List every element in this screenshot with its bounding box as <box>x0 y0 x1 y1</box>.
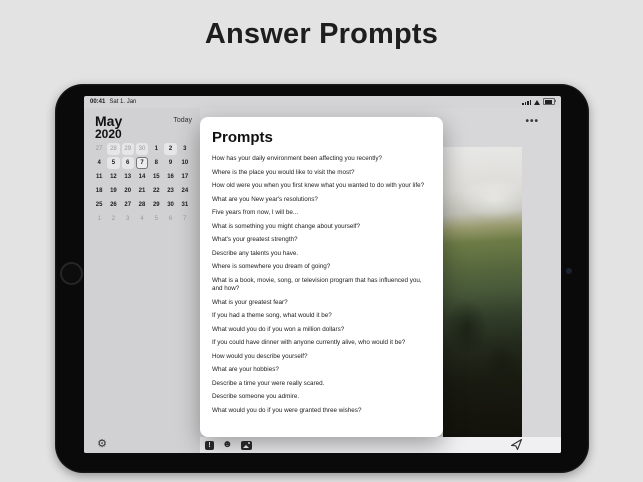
battery-icon <box>543 98 555 105</box>
calendar-day[interactable]: 29 <box>122 143 134 155</box>
prompt-item[interactable]: Where is the place you would like to visit the most? <box>212 168 355 176</box>
calendar-year: 2020 <box>95 127 122 141</box>
prompt-item[interactable]: Where is somewhere you dream of going? <box>212 263 331 270</box>
calendar-day[interactable]: 18 <box>95 188 103 194</box>
calendar-month: May <box>95 113 123 129</box>
calendar-day[interactable]: 31 <box>181 202 189 208</box>
calendar-day[interactable]: 2 <box>164 143 176 155</box>
calendar-day[interactable]: 8 <box>154 160 158 166</box>
status-date: Sat 1. Jan <box>109 99 137 105</box>
mood-icon[interactable]: ☻ <box>222 439 233 450</box>
calendar-day[interactable]: 28 <box>138 202 146 208</box>
prompt-item[interactable]: If you had a theme song, what would it be? <box>212 312 332 319</box>
calendar-day[interactable]: 24 <box>181 188 189 194</box>
calendar-day[interactable]: 26 <box>110 202 117 208</box>
camera-dot <box>566 268 572 274</box>
prompts-modal <box>200 117 443 437</box>
calendar-day[interactable]: 25 <box>95 202 103 208</box>
calendar-day[interactable]: 13 <box>124 174 132 180</box>
calendar-day[interactable]: 3 <box>126 216 130 222</box>
calendar-day[interactable]: 1 <box>97 216 101 222</box>
prompt-item[interactable]: Describe a time your were really scared. <box>212 379 325 387</box>
calendar-day[interactable]: 27 <box>95 146 103 152</box>
calendar-day[interactable]: 20 <box>124 188 132 194</box>
prompt-item[interactable]: How old were you when you first knew what you wanted to do with your life? <box>212 182 425 189</box>
wifi-icon <box>534 100 540 105</box>
prompt-item[interactable]: Describe someone you admire. <box>212 393 300 400</box>
calendar-day[interactable]: 6 <box>122 157 134 169</box>
calendar-day[interactable]: 9 <box>168 160 173 166</box>
calendar-grid <box>92 142 192 226</box>
calendar-day[interactable]: 22 <box>152 188 160 194</box>
calendar-day[interactable]: 19 <box>110 188 117 194</box>
calendar-day[interactable]: 30 <box>136 143 148 155</box>
calendar-day[interactable]: 16 <box>167 174 174 180</box>
calendar-day[interactable]: 2 <box>111 216 116 222</box>
calendar-day[interactable]: 10 <box>181 160 189 166</box>
prompt-item[interactable]: Describe any talents you have. <box>212 249 299 257</box>
prompt-item[interactable]: What is a book, movie, song, or television program that has influenced you, and how? <box>212 276 422 292</box>
calendar-day[interactable]: 14 <box>138 174 146 180</box>
calendar-day[interactable]: 12 <box>110 174 117 180</box>
calendar-day[interactable]: 4 <box>97 160 101 166</box>
prompt-item[interactable]: What are you New year's resolutions? <box>212 195 318 203</box>
ipad-screen <box>84 96 561 453</box>
status-time: 00:41 <box>90 99 106 105</box>
calendar-day[interactable]: 17 <box>181 174 189 180</box>
calendar-day[interactable]: 6 <box>168 216 173 222</box>
prompt-item[interactable]: What would you do if you won a million dollars? <box>212 325 345 333</box>
calendar-day[interactable]: 28 <box>107 143 119 155</box>
prompt-item[interactable]: Five years from now, I will be... <box>212 209 299 216</box>
calendar-sidebar <box>84 108 200 453</box>
calendar-day[interactable]: 1 <box>154 146 158 152</box>
prompt-item[interactable]: What is your greatest fear? <box>212 298 288 306</box>
prompt-item[interactable]: What's your greatest strength? <box>212 236 298 243</box>
page-title: Answer Prompts <box>204 18 439 50</box>
prompts-modal-title: Prompts <box>212 129 273 146</box>
prompt-item[interactable]: What is something you might change about yourself? <box>212 222 361 230</box>
calendar-day[interactable]: 7 <box>183 216 187 222</box>
home-button[interactable] <box>60 262 83 285</box>
calendar-day[interactable]: 30 <box>167 202 174 208</box>
prompt-item[interactable]: How has your daily environment been affecting you recently? <box>212 155 382 162</box>
prompts-list <box>212 155 431 415</box>
calendar-day[interactable]: 15 <box>152 174 160 180</box>
entry-toolbar <box>200 437 561 453</box>
calendar-day[interactable]: 5 <box>107 157 119 169</box>
calendar-day[interactable]: 5 <box>154 216 158 222</box>
calendar-day[interactable]: 29 <box>152 202 160 208</box>
calendar-day[interactable]: 3 <box>183 146 187 152</box>
prompt-item[interactable]: If you could have dinner with anyone currently alive, who would it be? <box>212 339 406 346</box>
calendar-day[interactable]: 4 <box>140 216 144 222</box>
status-left <box>90 99 136 105</box>
calendar-day[interactable]: 23 <box>167 188 174 194</box>
settings-icon[interactable]: ⚙ <box>97 438 107 450</box>
calendar-day[interactable]: 11 <box>95 174 103 180</box>
signal-icon <box>522 100 531 105</box>
prompt-item[interactable]: What are your hobbies? <box>212 366 279 373</box>
photo-icon[interactable] <box>241 441 252 450</box>
more-menu-button[interactable]: ••• <box>525 116 539 127</box>
prompts-icon[interactable]: ! <box>205 441 214 450</box>
ipad-device-frame <box>55 84 589 473</box>
status-right <box>522 99 555 105</box>
today-button[interactable]: Today <box>173 117 192 124</box>
send-icon[interactable] <box>510 438 523 451</box>
status-bar <box>84 96 561 108</box>
entry-photo <box>443 147 522 437</box>
toolbar-icons <box>205 440 252 450</box>
calendar-day[interactable]: 21 <box>138 188 146 194</box>
prompt-item[interactable]: How would you describe yourself? <box>212 352 308 360</box>
prompt-item[interactable]: What would you do if you were granted three wishes? <box>212 406 362 414</box>
calendar-day[interactable]: 27 <box>124 202 132 208</box>
calendar-day-today[interactable]: 7 <box>136 157 148 169</box>
